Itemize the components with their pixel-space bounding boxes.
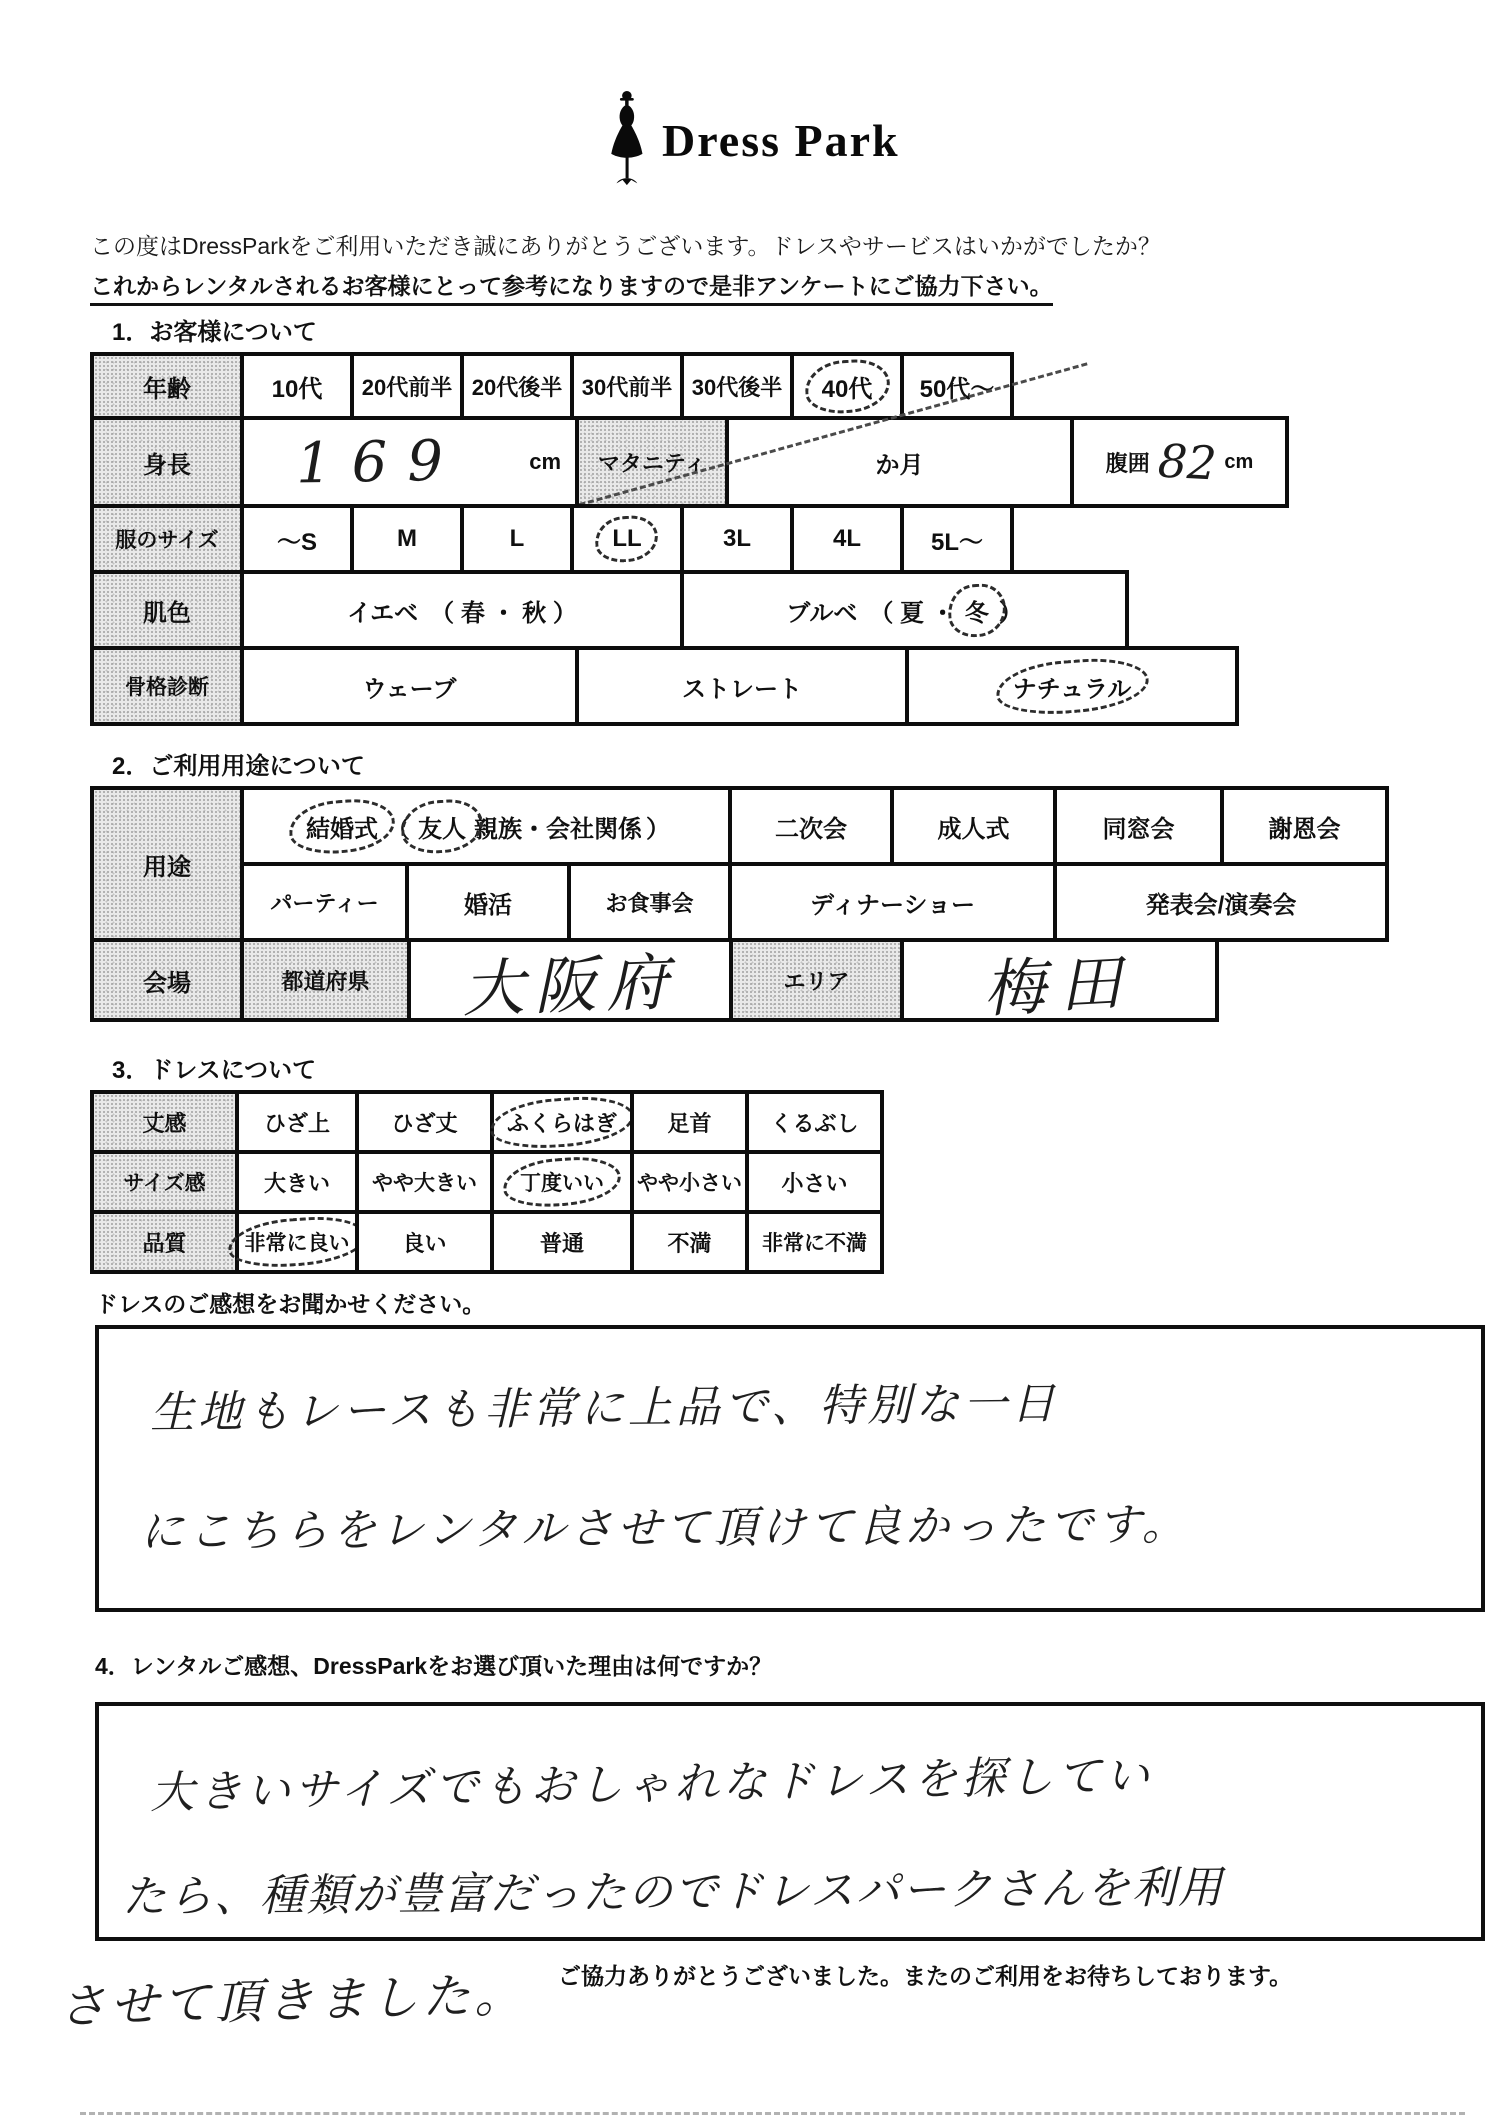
fit-option-just-right-label: 丁度いい	[520, 1172, 604, 1195]
bone-option-straight: ストレート	[575, 646, 909, 726]
clothing-size-header: 服のサイズ	[90, 504, 244, 574]
size-option-5l: 5L～	[900, 504, 1014, 574]
size-option-ll	[570, 504, 684, 574]
bone-structure-header: 骨格診断	[90, 646, 244, 726]
dress-fit-header: サイズ感	[90, 1150, 239, 1214]
dress-comment-line-1: 生地もレースも非常に上品で、特別な一日	[149, 1378, 1060, 1439]
footer-thanks: ご協力ありがとうございました。またのご利用をお待ちしております。	[558, 1963, 1293, 1989]
wedding-friend-label: 友人	[418, 815, 466, 843]
section4-heading: 4．レンタルご感想、DressParkをお選び頂いた理由は何ですか？	[95, 1653, 773, 1679]
purpose-option-reunion: 同窓会	[1053, 786, 1224, 866]
age-option-40s-label: 40代	[821, 375, 873, 403]
venue-row	[90, 938, 1219, 1026]
purpose-row-1	[240, 786, 1389, 866]
section2-heading: 2．ご利用用途について	[112, 753, 365, 780]
quality-option-very-good	[235, 1210, 359, 1274]
section3-heading: 3．ドレスについて	[112, 1057, 317, 1084]
area-label: エリア	[729, 938, 904, 1022]
skin-option-blue-base	[680, 570, 1129, 650]
quality-option-very-good-label: 非常に良い	[244, 1232, 350, 1255]
size-option-m: M	[350, 504, 464, 574]
fit-option-just-right	[490, 1150, 634, 1214]
dress-length-header: 丈感	[90, 1090, 239, 1154]
wedding-paren-close: ）	[646, 815, 670, 843]
skin-blue-text: ブルベ （ 夏 ・	[786, 599, 955, 627]
maternity-months-cell: か月	[725, 416, 1074, 508]
length-option-calf	[490, 1090, 634, 1154]
age-option-10s: 10代	[240, 352, 354, 420]
length-option-calf-label: ふくらはぎ	[506, 1110, 617, 1136]
dress-comment-line-2: にこちらをレンタルさせて頂けて良かったです。	[139, 1499, 1190, 1558]
age-option-50s: 50代～	[900, 352, 1014, 420]
skin-winter-label: 冬	[964, 599, 989, 627]
age-option-late20s: 20代後半	[460, 352, 574, 420]
skin-blue-close-paren: ）	[998, 599, 1023, 627]
intro-line-2: これからレンタルされるお客様にとって参考になりますので是非アンケートにご協力下さい。	[90, 273, 1053, 306]
clothing-size-row	[90, 504, 1014, 574]
size-option-s: ～S	[240, 504, 354, 574]
bone-option-natural	[905, 646, 1239, 726]
bone-structure-row	[90, 646, 1239, 726]
venue-header: 会場	[90, 938, 244, 1022]
wedding-relatives-label: 親族・会社関係	[474, 815, 642, 843]
bone-option-wave: ウェーブ	[240, 646, 579, 726]
quality-option-normal: 普通	[490, 1210, 634, 1274]
intro-line-1: この度はDressParkをご利用いただき誠にありがとうございます。ドレスやサービスはいかがでしたか？	[90, 233, 1161, 259]
length-option-anklebone: くるぶし	[745, 1090, 884, 1154]
fit-option-slightly-big: やや大きい	[355, 1150, 494, 1214]
pen-circle-annotation	[818, 369, 877, 404]
purpose-option-dinner-show: ディナーショー	[728, 862, 1057, 942]
wedding-paren-open: （	[386, 815, 410, 843]
skin-tone-row	[90, 570, 1129, 650]
pen-circle-annotation	[302, 809, 382, 844]
age-option-40s	[790, 352, 904, 420]
dress-comment-box	[95, 1325, 1485, 1612]
height-unit: cm	[529, 449, 561, 474]
pen-circle-annotation	[608, 525, 645, 553]
age-option-early20s: 20代前半	[350, 352, 464, 420]
height-row	[90, 416, 1289, 508]
size-option-ll-label: LL	[612, 525, 642, 552]
age-option-early30s: 30代前半	[570, 352, 684, 420]
pen-circle-annotation	[1009, 669, 1136, 704]
prefecture-handwritten-value: 大阪府	[460, 944, 680, 1026]
length-option-above-knee: ひざ上	[235, 1090, 359, 1154]
dress-form-icon	[600, 88, 652, 192]
size-option-l: L	[460, 504, 574, 574]
age-row	[90, 352, 1014, 420]
wedding-label: 結婚式	[306, 815, 378, 843]
length-option-ankle: 足首	[630, 1090, 749, 1154]
height-value-cell	[240, 416, 579, 508]
pen-circle-annotation	[241, 1227, 354, 1257]
purpose-option-wedding	[240, 786, 732, 866]
bone-option-natural-label: ナチュラル	[1012, 675, 1132, 703]
length-option-knee: ひざ丈	[355, 1090, 494, 1154]
section1-heading: 1．お客様について	[112, 319, 317, 346]
quality-option-unsatisfied: 不満	[630, 1210, 749, 1274]
purpose-row-2	[240, 862, 1389, 942]
age-option-late30s: 30代後半	[680, 352, 794, 420]
purpose-option-matchmaking: 婚活	[405, 862, 571, 942]
quality-option-good: 良い	[355, 1210, 494, 1274]
rental-comment-line-3: させて頂きました。	[57, 1966, 527, 2036]
dress-quality-row	[90, 1210, 884, 1274]
height-row-header: 身長	[90, 416, 244, 508]
skin-option-yellow-base: イエベ （ 春 ・ 秋 ）	[240, 570, 684, 650]
quality-option-very-unsatisfied: 非常に不満	[745, 1210, 884, 1274]
purpose-option-coming-of-age: 成人式	[890, 786, 1057, 866]
purpose-header: 用途	[90, 786, 244, 942]
purpose-header-cell	[90, 786, 244, 942]
dress-comment-prompt: ドレスのご感想をお聞かせください。	[95, 1291, 486, 1317]
pen-circle-annotation	[961, 593, 993, 628]
pen-circle-annotation	[503, 1107, 621, 1138]
waist-unit: cm	[1224, 450, 1254, 473]
fit-option-slightly-small: やや小さい	[630, 1150, 749, 1214]
waist-handwritten-value: 82	[1156, 433, 1218, 491]
area-value-cell	[900, 938, 1219, 1026]
purpose-option-afterparty: 二次会	[728, 786, 894, 866]
scan-artifact-line	[80, 2112, 1465, 2115]
pen-circle-annotation	[414, 809, 470, 844]
age-row-header: 年齢	[90, 352, 244, 420]
purpose-option-party: パーティー	[240, 862, 409, 942]
dress-length-row	[90, 1090, 884, 1154]
maternity-cell: マタニティ	[575, 416, 729, 508]
purpose-option-recital: 発表会/演奏会	[1053, 862, 1389, 942]
dress-quality-header: 品質	[90, 1210, 239, 1274]
brand-name: Dress Park	[662, 114, 900, 166]
pen-circle-annotation	[516, 1167, 608, 1197]
area-handwritten-value: 梅田	[981, 944, 1138, 1026]
logo	[600, 88, 900, 192]
purpose-option-dining: お食事会	[567, 862, 732, 942]
purpose-option-thanks-party: 謝恩会	[1220, 786, 1389, 866]
height-handwritten-value: 169	[295, 428, 464, 496]
prefecture-value-cell	[407, 938, 733, 1026]
prefecture-label: 都道府県	[240, 938, 411, 1022]
dress-fit-row	[90, 1150, 884, 1214]
waist-cell	[1070, 416, 1289, 508]
rental-comment-line-1: 大きいサイズでもおしゃれなドレスを探してい	[149, 1750, 1154, 1819]
fit-option-big: 大きい	[235, 1150, 359, 1214]
skin-tone-header: 肌色	[90, 570, 244, 650]
size-option-4l: 4L	[790, 504, 904, 574]
rental-comment-line-2: たら、種類が豊富だったのでドレスパークさんを利用	[121, 1862, 1225, 1923]
waist-label: 腹囲	[1105, 450, 1150, 476]
fit-option-small: 小さい	[745, 1150, 884, 1214]
size-option-3l: 3L	[680, 504, 794, 574]
